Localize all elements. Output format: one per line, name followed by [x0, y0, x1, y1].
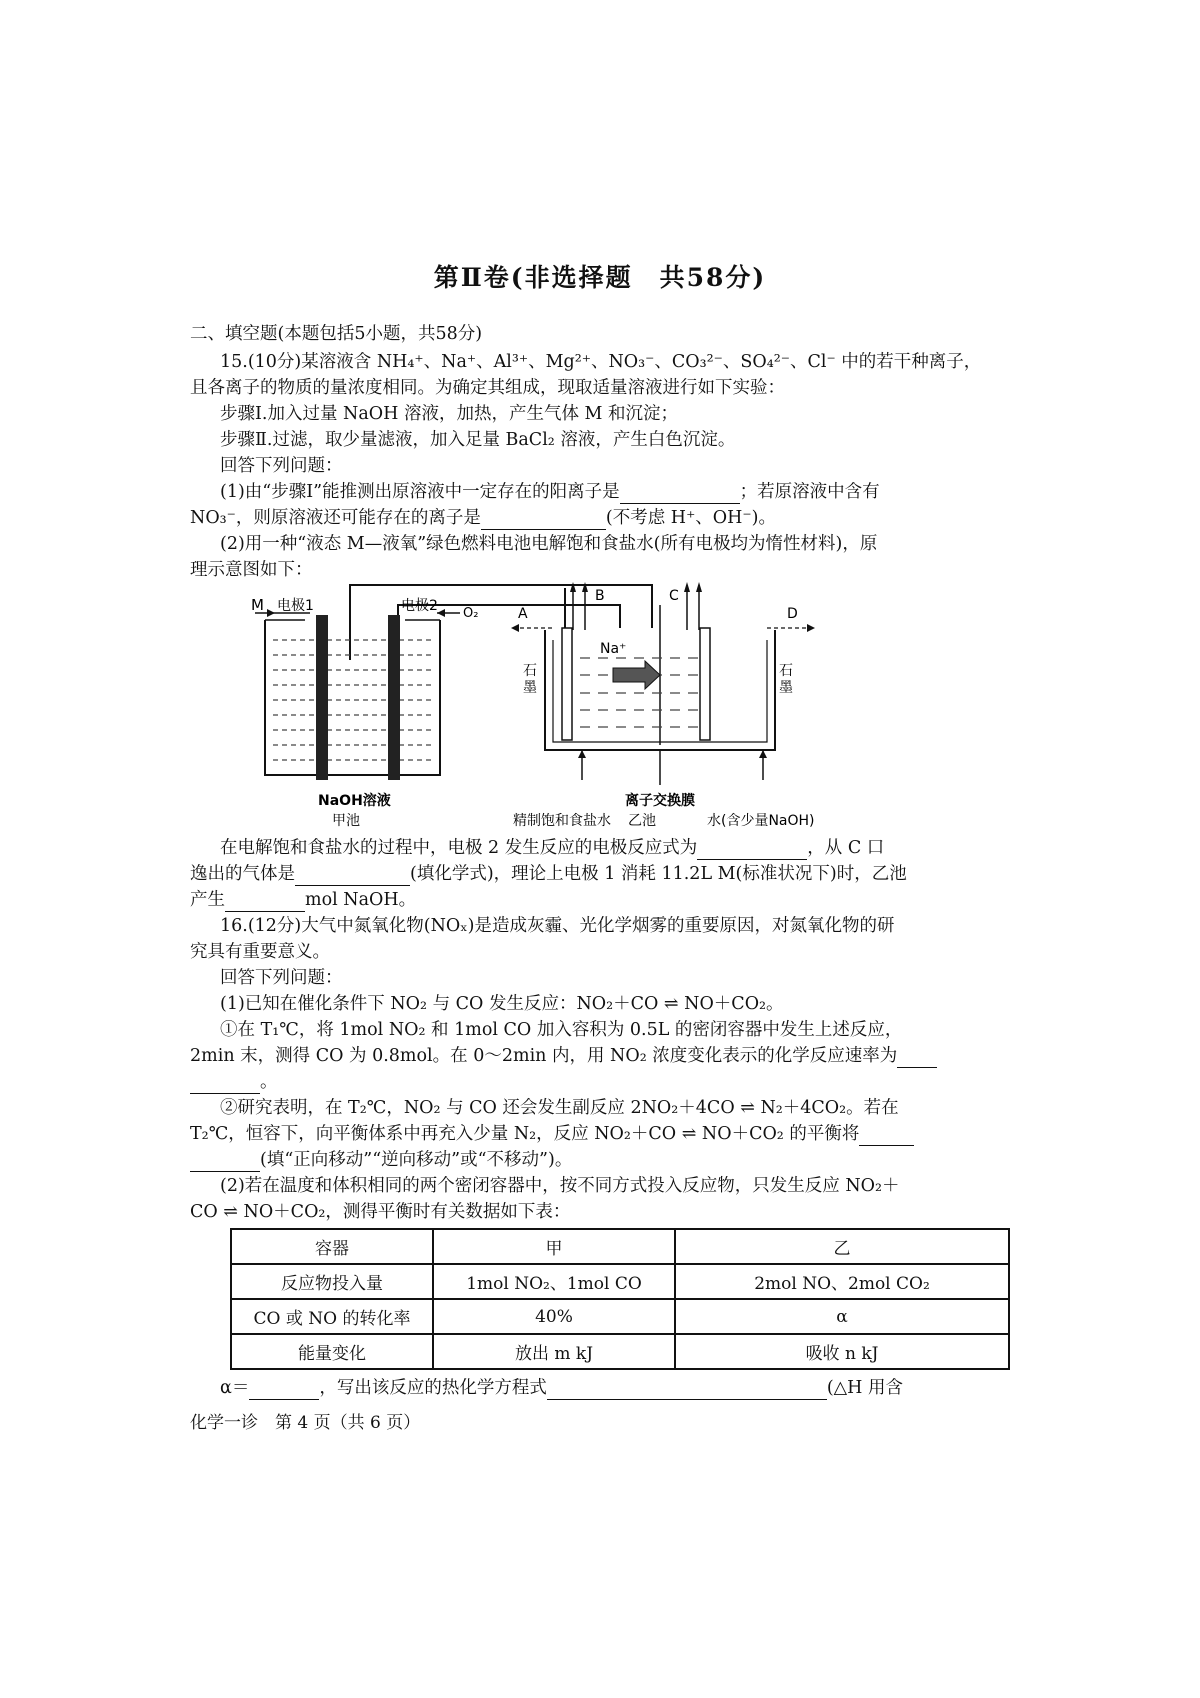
- d-label: D: [787, 606, 798, 622]
- q15-line2: 且各离子的物质的量浓度相同。为确定其组成，现取适量溶液进行如下实验：: [190, 378, 785, 398]
- table-row: [231, 1334, 1009, 1369]
- electrode-2: [388, 615, 400, 780]
- answer-blank[interactable]: [620, 485, 740, 504]
- graphite-right-1: 石: [779, 663, 793, 679]
- answer-blank[interactable]: [225, 893, 305, 912]
- answer-blank[interactable]: [859, 1127, 914, 1146]
- q15-part3: 在电解饱和食盐水的过程中，电极 2 发生反应的电极反应式为 ，从 C 口: [220, 838, 885, 858]
- answer-blank[interactable]: [249, 1381, 319, 1400]
- q16-part1: (1)已知在催化条件下 NO₂ 与 CO 发生反应：NO₂＋CO ⇌ NO＋CO₂。: [220, 994, 784, 1014]
- q16-part1-sub2-end: (填“正向移动”“逆向移动”或“不移动”)。: [190, 1148, 990, 1172]
- graphite-cathode: [700, 628, 710, 740]
- q15-step2: 步骤Ⅱ.过滤，取少量滤液，加入足量 BaCl₂ 溶液，产生白色沉淀。: [220, 430, 736, 450]
- table-header-cell: 容器: [231, 1229, 433, 1264]
- table-cell: 1mol NO₂、1mol CO: [433, 1264, 675, 1299]
- graphite-anode: [562, 628, 572, 740]
- section-header: 二、填空题(本题包括5小题，共58分): [190, 324, 483, 344]
- table-row: [231, 1299, 1009, 1334]
- q15-part3-end: 产生 mol NaOH。: [190, 890, 417, 910]
- answer-blank[interactable]: [547, 1381, 827, 1400]
- equilibrium-table: [230, 1228, 1010, 1370]
- graphite-right-2: 墨: [779, 680, 793, 696]
- q16-part1-sub2-cont: T₂℃，恒容下，向平衡体系中再充入少量 N₂，反应 NO₂＋CO ⇌ NO＋CO₂ 的平衡将: [190, 1122, 990, 1146]
- q16-part2-answer: α＝ ，写出该反应的热化学方程式 (△H 用含: [220, 1378, 903, 1398]
- table-cell: α: [675, 1299, 1009, 1334]
- q15-part2-cont: 理示意图如下：: [190, 560, 313, 580]
- q15-part1-cont: NO₃⁻，则原溶液还可能存在的离子是 (不考虑 H⁺、OH⁻)。: [190, 508, 776, 528]
- q15-part3-cont: 逸出的气体是 (填化学式)，理论上电极 1 消耗 11.2L M(标准状况下)时，乙池: [190, 864, 907, 884]
- cell-jia: [265, 620, 440, 775]
- table-cell: 放出 m kJ: [433, 1334, 675, 1369]
- q16-line1: 16.(12分)大气中氮氧化物(NOₓ)是造成灰霾、光化学烟雾的重要原因，对氮氧化物的研: [220, 916, 895, 936]
- page-footer: 化学一诊 第 4 页（共 6 页）: [190, 1413, 421, 1433]
- q15-part2: (2)用一种“液态 M—液氧”绿色燃料电池电解饱和食盐水(所有电极均为惰性材料)，原: [220, 534, 878, 554]
- o2-label: O₂: [463, 606, 479, 621]
- q16-line2: 究具有重要意义。: [190, 942, 330, 962]
- b-label: B: [595, 588, 605, 604]
- q16-part1-sub1-end: 。: [190, 1070, 990, 1094]
- q16-part1-sub1-cont: 2min 末，测得 CO 为 0.8mol。在 0～2min 内，用 NO₂ 浓度变化表示的化学反应速率为: [190, 1044, 990, 1068]
- pool-jia-label: 甲池: [332, 813, 360, 829]
- q15-line1: 15.(10分)某溶液含 NH₄⁺、Na⁺、Al³⁺、Mg²⁺、NO₃⁻、CO₃²⁻、SO₄²⁻、Cl⁻ 中的若干种离子，: [220, 352, 982, 372]
- graphite-left-2: 墨: [523, 680, 537, 696]
- m-label: M: [251, 596, 264, 614]
- electrode2-label: 电极2: [401, 598, 438, 614]
- table-header-cell: 甲: [433, 1229, 675, 1264]
- table-header-cell: 乙: [675, 1229, 1009, 1264]
- na-migration-arrow: [613, 661, 660, 689]
- table-row: [231, 1264, 1009, 1299]
- q16-part2-cont: CO ⇌ NO＋CO₂，测得平衡时有关数据如下表：: [190, 1202, 571, 1222]
- electrolysis-diagram: [251, 580, 855, 829]
- electrolyte-jia: [273, 640, 435, 760]
- q16-answer-prompt: 回答下列问题：: [220, 968, 343, 988]
- na-ion-label: Na⁺: [600, 641, 627, 657]
- brine-label: 精制饱和食盐水: [513, 813, 611, 829]
- table-cell: 40%: [433, 1299, 675, 1334]
- answer-blank[interactable]: [190, 1075, 260, 1094]
- table-header-row: [231, 1229, 1009, 1264]
- table-cell: 2mol NO、2mol CO₂: [675, 1264, 1009, 1299]
- naoh-solution-label: NaOH溶液: [318, 793, 391, 809]
- q16-part1-sub2: ②研究表明，在 T₂℃，NO₂ 与 CO 还会发生副反应 2NO₂＋4CO ⇌ N₂＋4CO₂。若在: [220, 1098, 899, 1118]
- answer-blank[interactable]: [190, 1153, 260, 1172]
- table-cell: CO 或 NO 的转化率: [231, 1299, 433, 1334]
- answer-blank[interactable]: [897, 1049, 937, 1068]
- q15-part1: (1)由“步骤Ⅰ”能推测出原溶液中一定存在的阳离子是 ；若原溶液中含有: [220, 482, 880, 502]
- q16-part2: (2)若在温度和体积相同的两个密闭容器中，按不同方式投入反应物，只发生反应 NO₂＋: [220, 1176, 900, 1196]
- answer-blank[interactable]: [697, 841, 807, 860]
- electrode-1: [316, 615, 328, 780]
- table-cell: 反应物投入量: [231, 1264, 433, 1299]
- membrane-label: 离子交换膜: [625, 793, 695, 809]
- q15-step1: 步骤Ⅰ.加入过量 NaOH 溶液，加热，产生气体 M 和沉淀；: [220, 404, 678, 424]
- c-label: C: [669, 588, 679, 604]
- table-cell: 吸收 n kJ: [675, 1334, 1009, 1369]
- table-cell: 能量变化: [231, 1334, 433, 1369]
- q15-answer-prompt: 回答下列问题：: [220, 456, 343, 476]
- answer-blank[interactable]: [295, 867, 410, 886]
- q16-part1-sub1: ①在 T₁℃，将 1mol NO₂ 和 1mol CO 加入容积为 0.5L 的密闭容器中发生上述反应，: [220, 1020, 903, 1040]
- answer-blank[interactable]: [481, 511, 606, 530]
- graphite-left-1: 石: [523, 663, 537, 679]
- water-label: 水(含少量NaOH): [707, 813, 815, 829]
- a-label: A: [518, 606, 528, 622]
- electrode1-label: 电极1: [277, 598, 314, 614]
- section-title: 第Ⅱ卷(非选择题 共58分): [433, 263, 767, 292]
- pool-yi-label: 乙池: [628, 813, 656, 829]
